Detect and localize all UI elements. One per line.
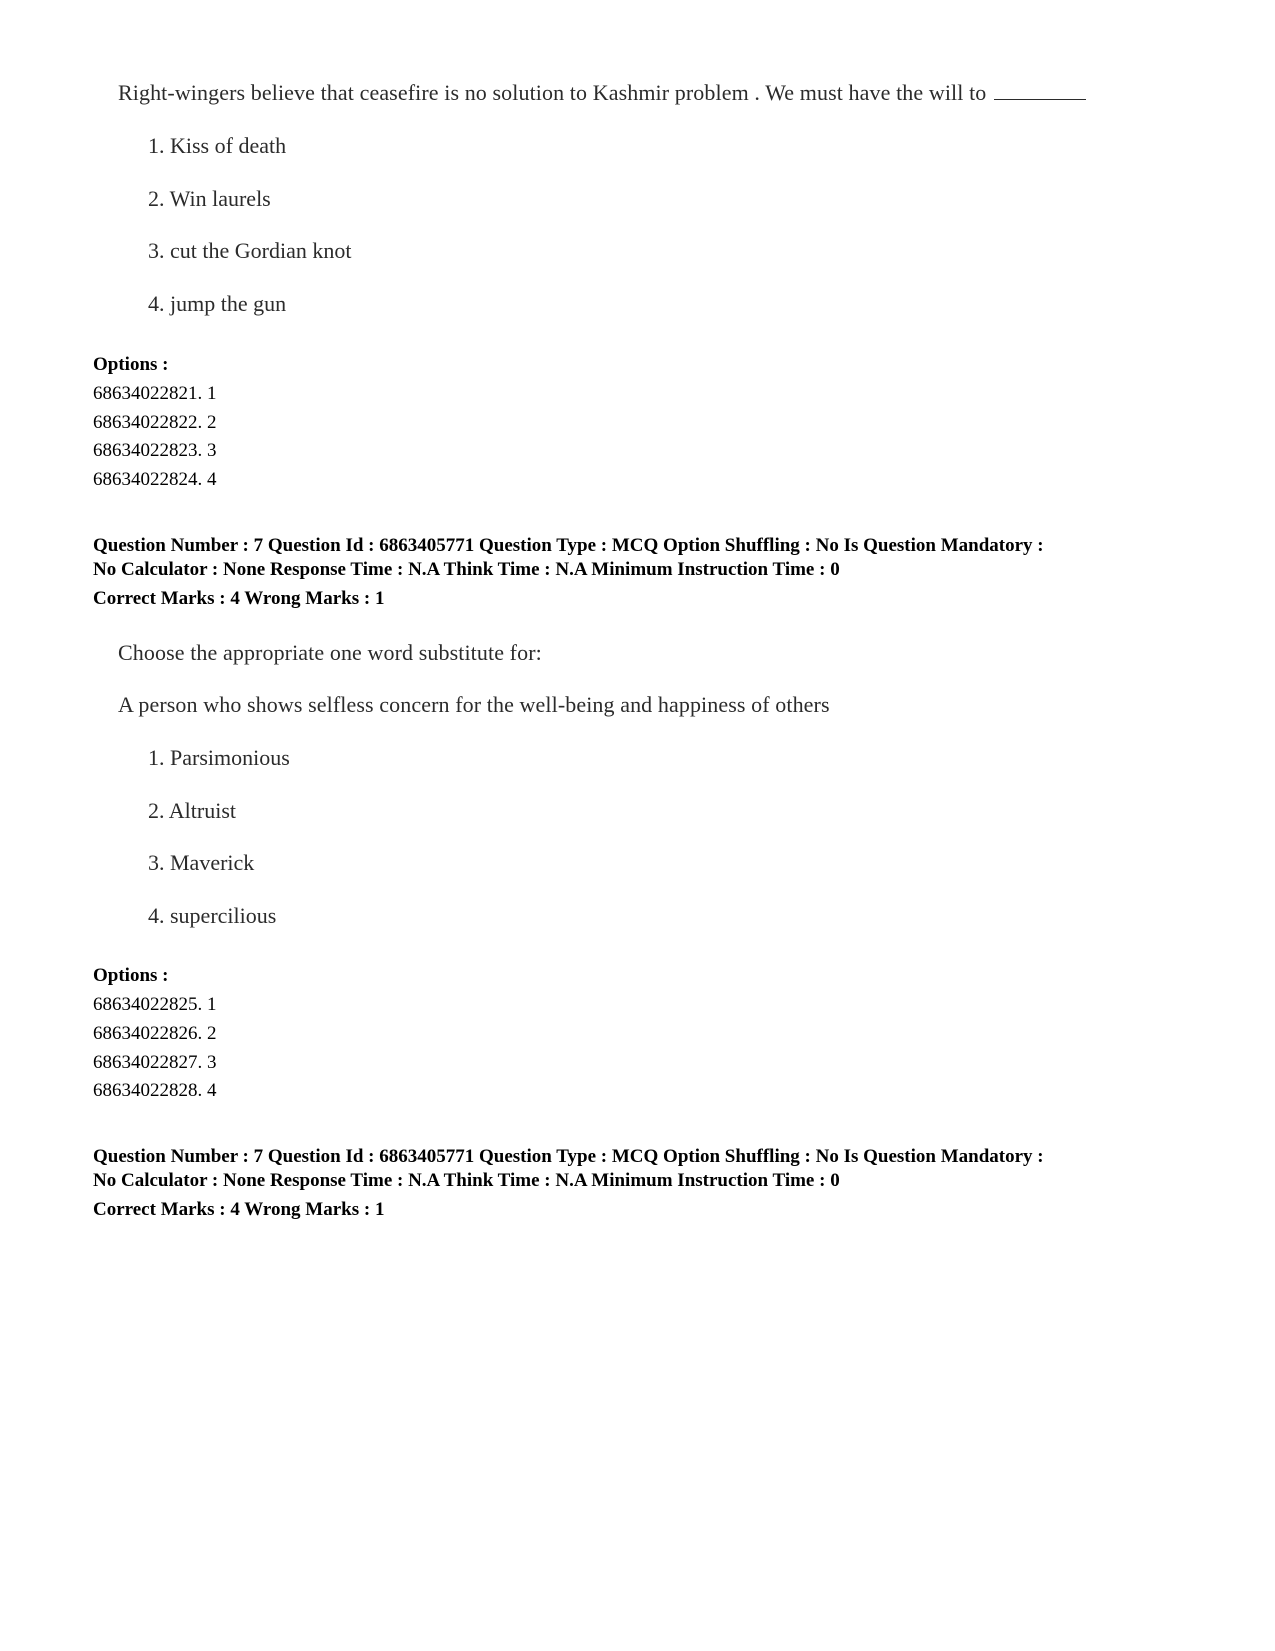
question-stem: A person who shows selfless concern for the well-being and happiness of others (118, 692, 830, 717)
choice-item: 3. Maverick (148, 850, 255, 875)
question-meta-line: Question Number : 7 Question Id : 6863405771 Question Type : MCQ Option Shuffling : No Is Question Mandatory : (93, 535, 1044, 556)
choice-item: 4. jump the gun (148, 291, 287, 316)
options-heading: Options : (93, 354, 169, 375)
question-instruction: Choose the appropriate one word substitute for: (118, 640, 542, 665)
question-stem-text: Right-wingers believe that ceasefire is no solution to Kashmir problem . We must have the will to (118, 80, 987, 105)
question-meta-line: No Calculator : None Response Time : N.A Think Time : N.A Minimum Instruction Time : 0 (93, 1170, 840, 1191)
option-id-line: 68634022826. 2 (93, 1023, 217, 1044)
answer-blank (994, 81, 1086, 100)
option-id-line: 68634022828. 4 (93, 1080, 217, 1101)
question-meta-line: Question Number : 7 Question Id : 6863405771 Question Type : MCQ Option Shuffling : No Is Question Mandatory : (93, 1146, 1044, 1167)
option-id-line: 68634022823. 3 (93, 440, 217, 461)
question-stem (118, 80, 1086, 106)
choice-item: 1. Parsimonious (148, 745, 290, 770)
choice-item: 3. cut the Gordian knot (148, 238, 352, 263)
choice-item: 1. Kiss of death (148, 133, 287, 158)
option-id-line: 68634022827. 3 (93, 1052, 217, 1073)
option-id-line: 68634022824. 4 (93, 469, 217, 490)
marks-line: Correct Marks : 4 Wrong Marks : 1 (93, 1199, 385, 1220)
choice-item: 2. Win laurels (148, 186, 271, 211)
option-id-line: 68634022822. 2 (93, 412, 217, 433)
option-id-line: 68634022821. 1 (93, 383, 217, 404)
options-heading: Options : (93, 965, 169, 986)
choice-item: 2. Altruist (148, 798, 237, 823)
marks-line: Correct Marks : 4 Wrong Marks : 1 (93, 588, 385, 609)
option-id-line: 68634022825. 1 (93, 994, 217, 1015)
choice-item: 4. supercilious (148, 903, 277, 928)
question-meta-line: No Calculator : None Response Time : N.A Think Time : N.A Minimum Instruction Time : 0 (93, 559, 840, 580)
